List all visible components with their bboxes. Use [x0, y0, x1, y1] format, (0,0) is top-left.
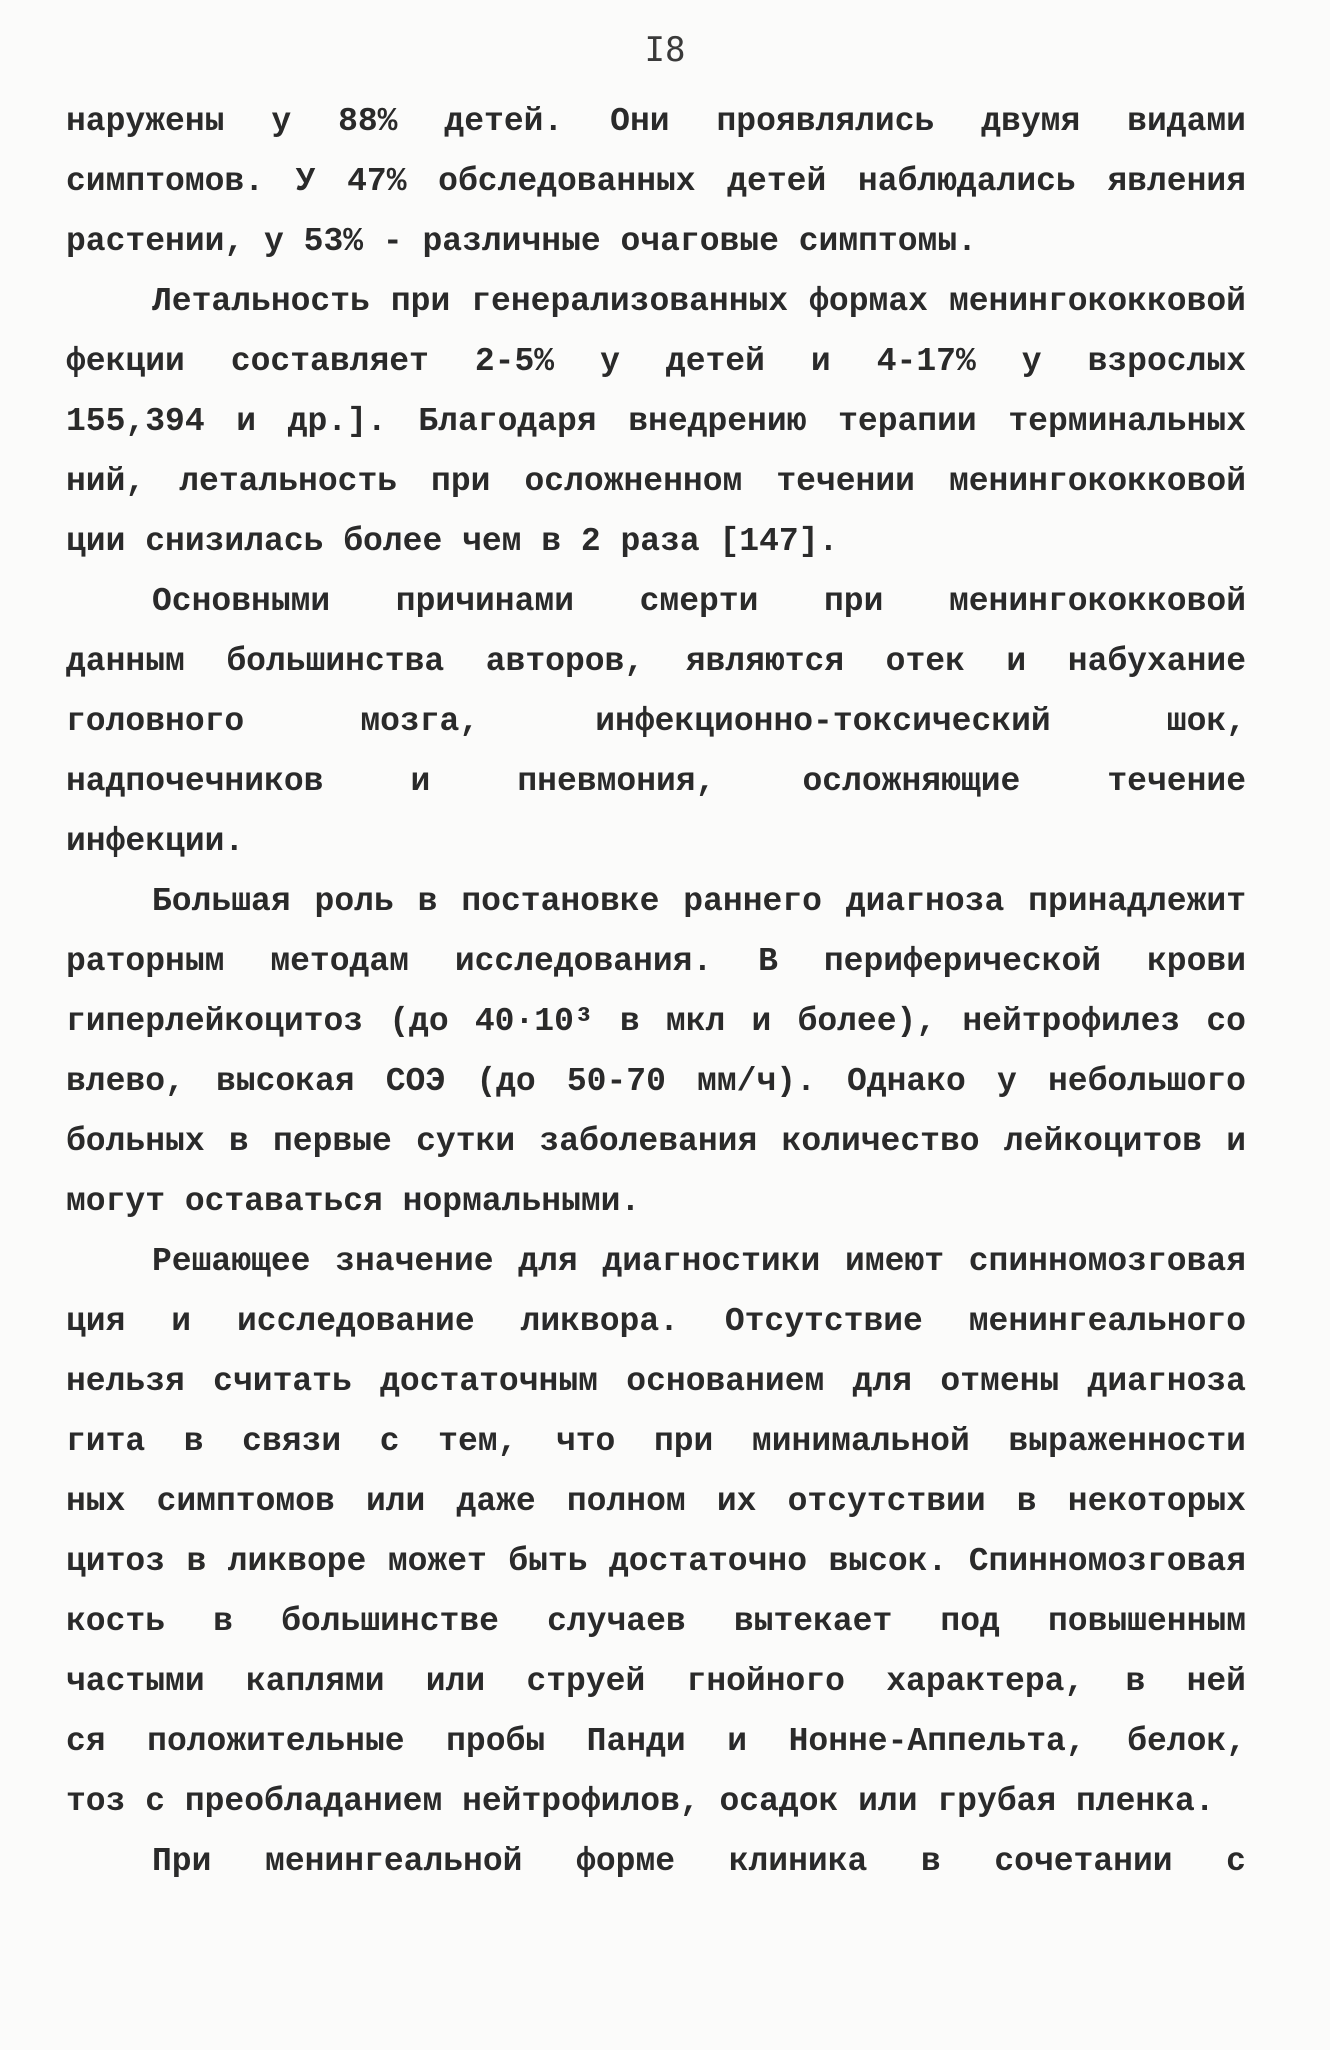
text-line: наружены у 88% детей. Они проявлялись двумя видами: [66, 103, 1246, 140]
paragraph-start-line: Летальность при генерализованных формах менингококковой: [152, 283, 1246, 320]
text-line: головного мозга, инфекционно-токсический шок,: [66, 703, 1246, 740]
paragraph-start-line: Основными причинами смерти при менингококковой: [152, 583, 1246, 620]
body-text: [66, 92, 1246, 1892]
text-line: инфекции.: [66, 823, 245, 860]
text-line: ся положительные пробы Панди и Нонне-Аппельта, белок,: [66, 1723, 1246, 1760]
paragraph-start-line: При менингеальной форме клиника в сочетании с: [152, 1843, 1246, 1880]
text-line: влево, высокая СОЭ (до 50-70 мм/ч). Однако у небольшого: [66, 1063, 1246, 1100]
text-line: тоз с преобладанием нейтрофилов, осадок или грубая пленка.: [66, 1783, 1215, 1820]
text-line: ных симптомов или даже полном их отсутствии в некоторых: [66, 1483, 1246, 1520]
text-line: цитоз в ликворе может быть достаточно высок. Спинномозговая: [66, 1543, 1246, 1580]
text-line: гита в связи с тем, что при минимальной выраженности: [66, 1423, 1246, 1460]
text-line: частыми каплями или струей гнойного характера, в ней: [66, 1663, 1246, 1700]
text-line: симптомов. У 47% обследованных детей наблюдались явления: [66, 163, 1246, 200]
text-line: ции снизилась более чем в 2 раза [147].: [66, 523, 839, 560]
text-line: нельзя считать достаточным основанием для отмены диагноза: [66, 1363, 1246, 1400]
text-line: могут оставаться нормальными.: [66, 1183, 641, 1220]
paragraph-start-line: Большая роль в постановке раннего диагноза принадлежит: [152, 883, 1246, 920]
page-number: I8: [644, 30, 686, 70]
text-line: кость в большинстве случаев вытекает под повышенным: [66, 1603, 1246, 1640]
text-line: 155,394 и др.]. Благодаря внедрению терапии терминальных: [66, 403, 1246, 440]
text-line: растении, у 53% - различные очаговые симптомы.: [66, 223, 977, 260]
text-line: фекции составляет 2-5% у детей и 4-17% у взрослых: [66, 343, 1246, 380]
text-line: ний, летальность при осложненном течении менингококковой: [66, 463, 1246, 500]
text-line: ция и исследование ликвора. Отсутствие менингеального: [66, 1303, 1246, 1340]
text-line: данным большинства авторов, являются отек и набухание: [66, 643, 1246, 680]
text-line: раторным методам исследования. В периферической крови: [66, 943, 1246, 980]
text-line: больных в первые сутки заболевания количество лейкоцитов и: [66, 1123, 1246, 1160]
paragraph-start-line: Решающее значение для диагностики имеют спинномозговая: [152, 1243, 1246, 1280]
text-line: надпочечников и пневмония, осложняющие течение: [66, 763, 1246, 800]
text-line: гиперлейкоцитоз (до 40·10³ в мкл и более), нейтрофилез со: [66, 1003, 1246, 1040]
